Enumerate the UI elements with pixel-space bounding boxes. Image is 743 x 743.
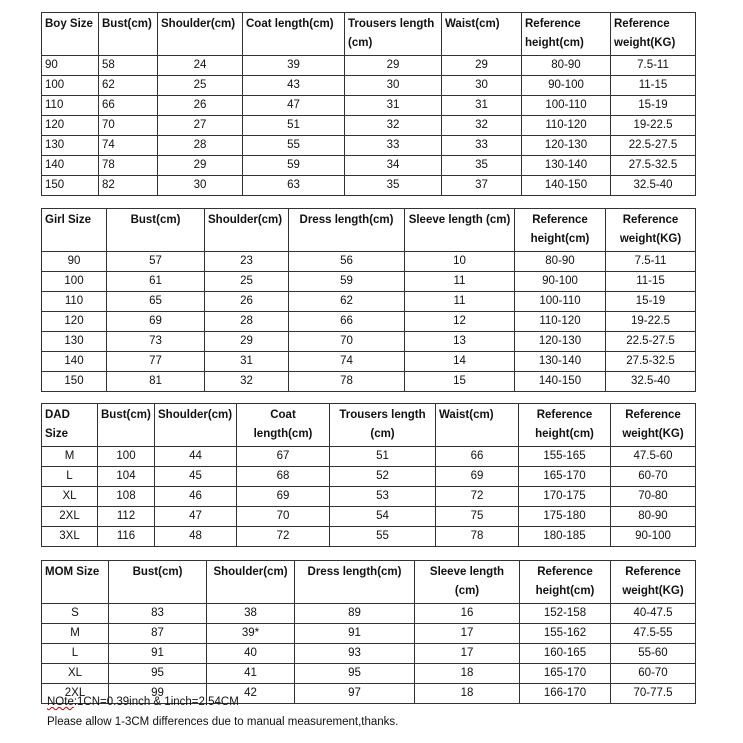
boy-header-coat-length: Coat length(cm): [243, 13, 345, 56]
boy-cell-height: 130-140: [522, 156, 611, 176]
note-conversion-text: :1CN=0.39inch & 1inch=2.54CM: [73, 696, 239, 708]
mom-header-row: [42, 561, 696, 604]
dad-header-ref-weight: Reference weight(KG): [611, 404, 696, 447]
dad-cell-weight: 70-80: [611, 487, 696, 507]
mom-size-table: [41, 560, 696, 704]
boy-cell-shoulder: 27: [158, 116, 243, 136]
dad-cell-waist: 69: [436, 467, 519, 487]
boy-cell-shoulder: 26: [158, 96, 243, 116]
mom-header-shoulder: Shoulder(cm): [207, 561, 295, 604]
dad-cell-weight: 80-90: [611, 507, 696, 527]
table-row: [42, 604, 696, 624]
girl-cell-sleeve: 14: [405, 352, 515, 372]
boy-cell-trousers: 32: [345, 116, 442, 136]
dad-header-coat-length: Coat length(cm): [237, 404, 330, 447]
boy-cell-shoulder: 28: [158, 136, 243, 156]
girl-cell-shoulder: 32: [205, 372, 289, 392]
table-row: [42, 312, 696, 332]
boy-cell-coat: 39: [243, 56, 345, 76]
table-row: [42, 664, 696, 684]
mom-cell-weight: 55-60: [611, 644, 696, 664]
boy-cell-weight: 11-15: [611, 76, 696, 96]
girl-header-row: [42, 209, 696, 252]
mom-header-ref-height: Reference height(cm): [520, 561, 611, 604]
dad-cell-waist: 78: [436, 527, 519, 547]
girl-cell-bust: 81: [107, 372, 205, 392]
mom-cell-height: 155-162: [520, 624, 611, 644]
dad-cell-trousers: 53: [330, 487, 436, 507]
boy-cell-size: 120: [42, 116, 99, 136]
mom-cell-size: S: [42, 604, 109, 624]
boy-cell-weight: 15-19: [611, 96, 696, 116]
mom-cell-shoulder: 39*: [207, 624, 295, 644]
dad-cell-bust: 112: [98, 507, 155, 527]
boy-cell-waist: 30: [442, 76, 522, 96]
dad-header-trousers-length: Trousers length (cm): [330, 404, 436, 447]
dad-header-bust: Bust(cm): [98, 404, 155, 447]
boy-cell-waist: 31: [442, 96, 522, 116]
boy-cell-size: 90: [42, 56, 99, 76]
girl-cell-size: 130: [42, 332, 107, 352]
table-row: [42, 447, 696, 467]
girl-cell-dress: 70: [289, 332, 405, 352]
boy-cell-trousers: 34: [345, 156, 442, 176]
girl-cell-size: 110: [42, 292, 107, 312]
mom-cell-bust: 95: [109, 664, 207, 684]
dad-cell-trousers: 51: [330, 447, 436, 467]
boy-cell-weight: 22.5-27.5: [611, 136, 696, 156]
mom-cell-bust: 87: [109, 624, 207, 644]
dad-header-size: DAD Size: [42, 404, 98, 447]
dad-cell-shoulder: 45: [155, 467, 237, 487]
boy-cell-height: 80-90: [522, 56, 611, 76]
girl-cell-sleeve: 11: [405, 292, 515, 312]
boy-cell-shoulder: 29: [158, 156, 243, 176]
mom-cell-dress: 97: [295, 684, 415, 704]
mom-cell-sleeve: 16: [415, 604, 520, 624]
dad-header-shoulder: Shoulder(cm): [155, 404, 237, 447]
girl-cell-dress: 56: [289, 252, 405, 272]
boy-cell-coat: 59: [243, 156, 345, 176]
girl-cell-shoulder: 31: [205, 352, 289, 372]
girl-cell-weight: 27.5-32.5: [606, 352, 696, 372]
girl-cell-height: 90-100: [515, 272, 606, 292]
girl-header-ref-weight: Reference weight(KG): [606, 209, 696, 252]
mom-cell-sleeve: 17: [415, 624, 520, 644]
girl-cell-bust: 77: [107, 352, 205, 372]
girl-cell-size: 120: [42, 312, 107, 332]
table-row: [42, 624, 696, 644]
boy-cell-trousers: 31: [345, 96, 442, 116]
girl-cell-shoulder: 28: [205, 312, 289, 332]
boy-header-ref-weight: Reference weight(KG): [611, 13, 696, 56]
dad-cell-bust: 104: [98, 467, 155, 487]
boy-cell-size: 140: [42, 156, 99, 176]
mom-cell-dress: 93: [295, 644, 415, 664]
boy-cell-bust: 58: [99, 56, 158, 76]
mom-cell-shoulder: 38: [207, 604, 295, 624]
boy-cell-height: 140-150: [522, 176, 611, 196]
dad-cell-trousers: 52: [330, 467, 436, 487]
girl-header-bust: Bust(cm): [107, 209, 205, 252]
mom-cell-dress: 95: [295, 664, 415, 684]
boy-cell-height: 100-110: [522, 96, 611, 116]
dad-cell-coat: 69: [237, 487, 330, 507]
mom-cell-height: 165-170: [520, 664, 611, 684]
girl-cell-bust: 65: [107, 292, 205, 312]
table-row: [42, 292, 696, 312]
dad-cell-weight: 47.5-60: [611, 447, 696, 467]
dad-cell-height: 180-185: [519, 527, 611, 547]
boy-cell-bust: 74: [99, 136, 158, 156]
girl-cell-weight: 32.5-40: [606, 372, 696, 392]
dad-cell-trousers: 55: [330, 527, 436, 547]
measurement-disclaimer: Please allow 1-3CM differences due to manual measurement,thanks.: [47, 716, 399, 728]
boy-cell-weight: 32.5-40: [611, 176, 696, 196]
dad-cell-bust: 108: [98, 487, 155, 507]
boy-cell-waist: 33: [442, 136, 522, 156]
dad-cell-height: 175-180: [519, 507, 611, 527]
boy-cell-height: 120-130: [522, 136, 611, 156]
table-row: [42, 96, 696, 116]
mom-header-ref-weight: Reference weight(KG): [611, 561, 696, 604]
boy-header-row: [42, 13, 696, 56]
boy-cell-shoulder: 30: [158, 176, 243, 196]
dad-header-waist: Waist(cm): [436, 404, 519, 447]
boy-header-size: Boy Size: [42, 13, 99, 56]
girl-cell-shoulder: 26: [205, 292, 289, 312]
mom-header-sleeve-length: Sleeve length (cm): [415, 561, 520, 604]
girl-cell-size: 100: [42, 272, 107, 292]
dad-cell-size: 3XL: [42, 527, 98, 547]
table-row: [42, 372, 696, 392]
table-row: [42, 176, 696, 196]
table-row: [42, 332, 696, 352]
mom-cell-weight: 47.5-55: [611, 624, 696, 644]
girl-cell-height: 140-150: [515, 372, 606, 392]
dad-cell-bust: 116: [98, 527, 155, 547]
dad-cell-coat: 70: [237, 507, 330, 527]
girl-cell-height: 110-120: [515, 312, 606, 332]
boy-cell-coat: 43: [243, 76, 345, 96]
dad-cell-weight: 60-70: [611, 467, 696, 487]
boy-cell-waist: 37: [442, 176, 522, 196]
conversion-note: [47, 696, 239, 708]
mom-header-size: MOM Size: [42, 561, 109, 604]
girl-cell-height: 120-130: [515, 332, 606, 352]
dad-header-row: [42, 404, 696, 447]
girl-header-size: Girl Size: [42, 209, 107, 252]
table-row: [42, 136, 696, 156]
boy-header-shoulder: Shoulder(cm): [158, 13, 243, 56]
mom-cell-dress: 91: [295, 624, 415, 644]
dad-cell-shoulder: 44: [155, 447, 237, 467]
girl-header-ref-height: Reference height(cm): [515, 209, 606, 252]
mom-cell-shoulder: 40: [207, 644, 295, 664]
boy-cell-size: 100: [42, 76, 99, 96]
girl-cell-sleeve: 12: [405, 312, 515, 332]
dad-cell-waist: 72: [436, 487, 519, 507]
mom-cell-size: XL: [42, 664, 109, 684]
boy-cell-waist: 35: [442, 156, 522, 176]
boy-cell-coat: 63: [243, 176, 345, 196]
mom-cell-sleeve: 18: [415, 664, 520, 684]
boy-cell-trousers: 33: [345, 136, 442, 156]
girl-cell-bust: 73: [107, 332, 205, 352]
boy-cell-weight: 7.5-11: [611, 56, 696, 76]
boy-cell-bust: 70: [99, 116, 158, 136]
girl-cell-sleeve: 15: [405, 372, 515, 392]
dad-cell-height: 155-165: [519, 447, 611, 467]
dad-cell-size: XL: [42, 487, 98, 507]
girl-cell-sleeve: 13: [405, 332, 515, 352]
boy-cell-bust: 82: [99, 176, 158, 196]
table-row: [42, 352, 696, 372]
mom-cell-dress: 89: [295, 604, 415, 624]
boy-cell-waist: 32: [442, 116, 522, 136]
girl-cell-bust: 61: [107, 272, 205, 292]
dad-cell-size: L: [42, 467, 98, 487]
boy-size-table: [41, 12, 696, 196]
mom-cell-shoulder: 41: [207, 664, 295, 684]
boy-cell-shoulder: 24: [158, 56, 243, 76]
dad-cell-coat: 72: [237, 527, 330, 547]
boy-cell-trousers: 35: [345, 176, 442, 196]
dad-cell-bust: 100: [98, 447, 155, 467]
dad-cell-size: 2XL: [42, 507, 98, 527]
boy-cell-shoulder: 25: [158, 76, 243, 96]
boy-header-bust: Bust(cm): [99, 13, 158, 56]
dad-cell-weight: 90-100: [611, 527, 696, 547]
dad-size-table: [41, 403, 696, 547]
boy-header-ref-height: Reference height(cm): [522, 13, 611, 56]
mom-cell-sleeve: 17: [415, 644, 520, 664]
dad-cell-coat: 68: [237, 467, 330, 487]
boy-cell-bust: 66: [99, 96, 158, 116]
mom-cell-height: 166-170: [520, 684, 611, 704]
mom-cell-weight: 40-47.5: [611, 604, 696, 624]
boy-cell-height: 90-100: [522, 76, 611, 96]
mom-cell-bust: 99: [109, 684, 207, 704]
girl-cell-bust: 57: [107, 252, 205, 272]
boy-cell-height: 110-120: [522, 116, 611, 136]
mom-cell-sleeve: 18: [415, 684, 520, 704]
dad-cell-size: M: [42, 447, 98, 467]
girl-cell-dress: 66: [289, 312, 405, 332]
mom-cell-size: 2XL: [42, 684, 109, 704]
girl-cell-sleeve: 11: [405, 272, 515, 292]
boy-cell-weight: 19-22.5: [611, 116, 696, 136]
mom-cell-shoulder: 42: [207, 684, 295, 704]
boy-cell-waist: 29: [442, 56, 522, 76]
dad-cell-shoulder: 47: [155, 507, 237, 527]
girl-cell-weight: 22.5-27.5: [606, 332, 696, 352]
table-row: [42, 527, 696, 547]
dad-cell-height: 170-175: [519, 487, 611, 507]
mom-header-bust: Bust(cm): [109, 561, 207, 604]
boy-cell-weight: 27.5-32.5: [611, 156, 696, 176]
table-row: [42, 252, 696, 272]
girl-cell-shoulder: 23: [205, 252, 289, 272]
girl-cell-sleeve: 10: [405, 252, 515, 272]
boy-cell-coat: 51: [243, 116, 345, 136]
dad-cell-coat: 67: [237, 447, 330, 467]
dad-cell-height: 165-170: [519, 467, 611, 487]
dad-cell-shoulder: 48: [155, 527, 237, 547]
girl-cell-size: 90: [42, 252, 107, 272]
girl-cell-weight: 11-15: [606, 272, 696, 292]
girl-header-dress-length: Dress length(cm): [289, 209, 405, 252]
girl-cell-height: 130-140: [515, 352, 606, 372]
dad-cell-trousers: 54: [330, 507, 436, 527]
girl-cell-bust: 69: [107, 312, 205, 332]
mom-cell-weight: 70-77.5: [611, 684, 696, 704]
mom-cell-bust: 83: [109, 604, 207, 624]
note-word: NOte: [47, 696, 74, 708]
girl-cell-size: 150: [42, 372, 107, 392]
dad-header-ref-height: Reference height(cm): [519, 404, 611, 447]
mom-cell-weight: 60-70: [611, 664, 696, 684]
mom-cell-height: 152-158: [520, 604, 611, 624]
boy-cell-coat: 47: [243, 96, 345, 116]
dad-cell-waist: 66: [436, 447, 519, 467]
girl-cell-weight: 15-19: [606, 292, 696, 312]
girl-cell-weight: 19-22.5: [606, 312, 696, 332]
table-row: [42, 644, 696, 664]
dad-cell-waist: 75: [436, 507, 519, 527]
boy-header-trousers-length: Trousers length (cm): [345, 13, 442, 56]
boy-cell-size: 130: [42, 136, 99, 156]
table-row: [42, 272, 696, 292]
girl-cell-height: 100-110: [515, 292, 606, 312]
girl-cell-shoulder: 29: [205, 332, 289, 352]
mom-cell-size: M: [42, 624, 109, 644]
table-row: [42, 56, 696, 76]
boy-cell-bust: 62: [99, 76, 158, 96]
table-row: [42, 467, 696, 487]
table-row: [42, 487, 696, 507]
table-row: [42, 76, 696, 96]
girl-cell-dress: 78: [289, 372, 405, 392]
girl-cell-weight: 7.5-11: [606, 252, 696, 272]
girl-cell-dress: 62: [289, 292, 405, 312]
girl-cell-height: 80-90: [515, 252, 606, 272]
boy-cell-bust: 78: [99, 156, 158, 176]
boy-cell-size: 110: [42, 96, 99, 116]
mom-cell-size: L: [42, 644, 109, 664]
girl-cell-shoulder: 25: [205, 272, 289, 292]
mom-header-dress-length: Dress length(cm): [295, 561, 415, 604]
girl-cell-dress: 74: [289, 352, 405, 372]
girl-cell-dress: 59: [289, 272, 405, 292]
mom-cell-bust: 91: [109, 644, 207, 664]
table-row: [42, 507, 696, 527]
dad-cell-shoulder: 46: [155, 487, 237, 507]
boy-cell-size: 150: [42, 176, 99, 196]
boy-cell-trousers: 29: [345, 56, 442, 76]
mom-cell-height: 160-165: [520, 644, 611, 664]
girl-size-table: [41, 208, 696, 392]
boy-cell-trousers: 30: [345, 76, 442, 96]
boy-cell-coat: 55: [243, 136, 345, 156]
boy-header-waist: Waist(cm): [442, 13, 522, 56]
table-row: [42, 156, 696, 176]
table-row: [42, 116, 696, 136]
girl-header-sleeve-length: Sleeve length (cm): [405, 209, 515, 252]
girl-cell-size: 140: [42, 352, 107, 372]
girl-header-shoulder: Shoulder(cm): [205, 209, 289, 252]
